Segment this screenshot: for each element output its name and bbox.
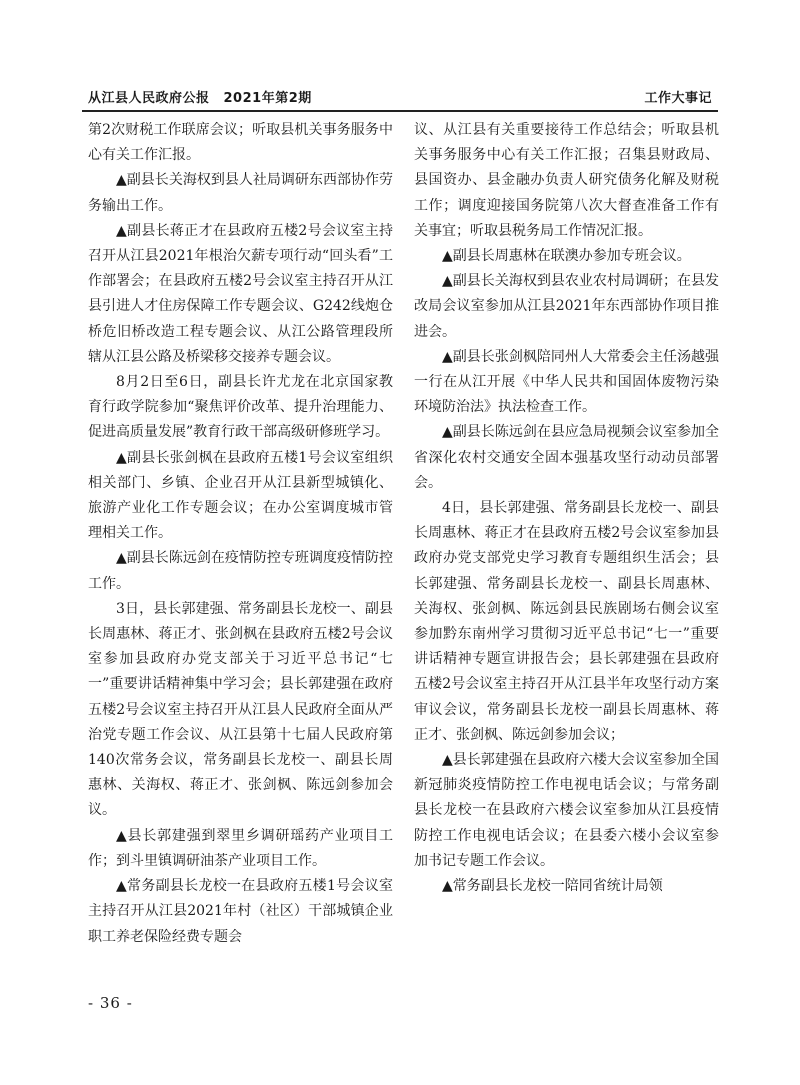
- paragraph: ▲副县长蒋正才在县政府五楼2号会议室主持召开从江县2021年根治欠薪专项行动“回头看”工作部署会；在县政府五楼2号会议室主持召开从江县引进人才住房保障工作专题会议、G242线炮仓桥危旧桥改造工程专题会议、从江公路管理段所辖从江县公路及桥梁移交接养专题会议。: [88, 222, 393, 365]
- paragraph: ▲常务副县长龙校一在县政府五楼1号会议室主持召开从江县2021年村（社区）干部城镇企业职工养老保险经费专题会: [88, 878, 393, 945]
- paragraph: ▲副县长关海权到县农业农村局调研；在县发改局会议室参加从江县2021年东西部协作项目推进会。: [414, 273, 719, 340]
- header-left: [88, 87, 312, 106]
- issue-label: 2021年第2期: [223, 91, 312, 106]
- paragraph: ▲县长郭建强到翠里乡调研瑶药产业项目工作；到斗里镇调研油茶产业项目工作。: [88, 827, 393, 869]
- right-column: [414, 118, 719, 899]
- paragraph: ▲副县长张剑枫陪同州人大常委会主任汤越强一行在从江开展《中华人民共和国固体废物污染环境防治法》执法检查工作。: [414, 348, 719, 416]
- paragraph: ▲副县长陈远剑在疫情防控专班调度疫情防控工作。: [88, 550, 393, 592]
- paragraph: ▲副县长张剑枫在县政府五楼1号会议室组织相关部门、乡镇、企业召开从江县新型城镇化、旅游产业化工作专题会议；在办公室调度城市管理相关工作。: [88, 449, 393, 542]
- paragraph: ▲副县长关海权到县人社局调研东西部协作劳务输出工作。: [88, 172, 393, 214]
- paragraph: 3日，县长郭建强、常务副县长龙校一、副县长周惠林、蒋正才、张剑枫在县政府五楼2号会议室参加县政府办党支部关于习近平总书记“七一”重要讲话精神集中学习会；县长郭建强在政府五楼2号会议室主持召开从江县人民政府全面从严治党专题工作会议、从江县第十七届人民政府第140次常务会议，常务副县长龙校一、副县长周惠林、关海权、蒋正才、张剑枫、陈远剑参加会议。: [88, 600, 393, 819]
- paragraph: 议、从江县有关重要接待工作总结会；听取县机关事务服务中心有关工作汇报；召集县财政局、县国资办、县金融办负责人研究债务化解及财税工作；调度迎接国务院第八次大督查准备工作有关事宜；听取县税务局工作情况汇报。: [414, 122, 719, 239]
- header-rule: [82, 110, 718, 112]
- paragraph: 4日，县长郭建强、常务副县长龙校一、副县长周惠林、蒋正才在县政府五楼2号会议室参加县政府办党支部党史学习教育专题组织生活会；县长郭建强、常务副县长龙校一、副县长周惠林、关海权、张剑枫、陈远剑县民族剧场右侧会议室参加黔东南州学习贯彻习近平总书记“七一”重要讲话精神专题宣讲报告会；县长郭建强在县政府五楼2号会议室主持召开从江县半年攻坚行动方案审议会议，常务副县长龙校一副县长周惠林、蒋正才、张剑枫、陈远剑参加会议；: [414, 500, 719, 743]
- paragraph: ▲县长郭建强在县政府六楼大会议室参加全国新冠肺炎疫情防控工作电视电话会议；与常务副县长龙校一在县政府六楼会议室参加从江县疫情防控工作电视电话会议；在县委六楼小会议室参加书记专题工作会议。: [414, 752, 719, 869]
- paragraph: ▲副县长周惠林在联澳办参加专班会议。: [442, 248, 691, 265]
- left-column: [88, 118, 393, 950]
- section-title: 工作大事记: [644, 91, 712, 106]
- page-number: - 36 -: [88, 994, 133, 1012]
- page-header: [88, 80, 712, 106]
- paragraph: ▲副县长陈远剑在县应急局视频会议室参加全省深化农村交通安全固本强基攻坚行动动员部署会。: [414, 424, 719, 491]
- paragraph: ▲常务副县长龙校一陪同省统计局领: [442, 878, 663, 895]
- paragraph: 第2次财税工作联席会议；听取县机关事务服务中心有关工作汇报。: [88, 122, 393, 164]
- publication-title: 从江县人民政府公报: [88, 91, 210, 106]
- paragraph: 8月2日至6日，副县长许尤龙在北京国家教育行政学院参加“聚焦评价改革、提升治理能力、促进高质量发展”教育行政干部高级研修班学习。: [88, 374, 393, 441]
